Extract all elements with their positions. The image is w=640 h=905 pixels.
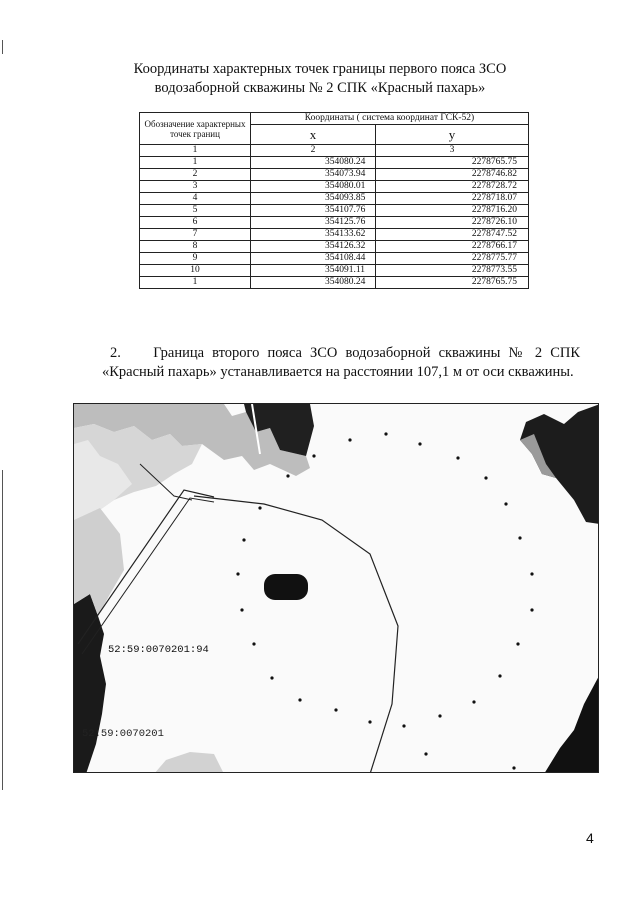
coordinates-table (139, 112, 529, 289)
point-number-cell: 8 (140, 241, 251, 253)
margin-mark-top (2, 40, 3, 54)
coordinate-row (140, 265, 529, 277)
x-coordinate-cell: 354133.62 (251, 229, 376, 241)
x-coordinate-cell: 354107.76 (251, 205, 376, 217)
y-coordinate-cell: 2278746.82 (375, 169, 528, 181)
index-cell: 1 (140, 145, 251, 157)
terrain-gray-bottom (154, 752, 224, 773)
well-structure-blob (264, 574, 308, 600)
coordinate-row (140, 253, 529, 265)
coordinate-row (140, 217, 529, 229)
coordinate-row (140, 157, 529, 169)
x-coordinate-cell: 354126.32 (251, 241, 376, 253)
point-number-cell: 6 (140, 217, 251, 229)
coordinate-row (140, 241, 529, 253)
y-coordinate-cell: 2278728.72 (375, 181, 528, 193)
x-coordinate-cell: 354093.85 (251, 193, 376, 205)
header-point-designation: Обозначение характерных точек границ (140, 113, 251, 145)
y-coordinate-cell: 2278718.07 (375, 193, 528, 205)
coordinate-row (140, 205, 529, 217)
point-number-cell: 3 (140, 181, 251, 193)
parcel-label-1: 52:59:0070201:94 (108, 644, 209, 656)
coordinate-row (140, 229, 529, 241)
document-title (0, 60, 640, 98)
point-number-cell: 10 (140, 265, 251, 277)
title-line-1: Координаты характерных точек границы первого пояса ЗСО (133, 61, 507, 77)
index-row (140, 145, 529, 157)
header-coordinates: Координаты ( система координат ГСК-52) (251, 113, 529, 125)
point-number-cell: 5 (140, 205, 251, 217)
paragraph-number: 2. (110, 345, 121, 361)
coordinate-row (140, 169, 529, 181)
coordinate-row (140, 193, 529, 205)
coordinate-row (140, 181, 529, 193)
parcel-boundary-line (194, 496, 398, 773)
y-coordinate-cell: 2278747.52 (375, 229, 528, 241)
terrain-dark-bottom-right (544, 674, 599, 773)
paragraph-line-2: «Красный пахарь» устанавливается на расстоянии 107,1 м от оси скважины. (102, 364, 574, 380)
index-cell: 3 (375, 145, 528, 157)
y-coordinate-cell: 2278766.17 (375, 241, 528, 253)
x-coordinate-cell: 354080.24 (251, 157, 376, 169)
point-number-cell: 4 (140, 193, 251, 205)
y-coordinate-cell: 2278765.75 (375, 277, 528, 289)
parcel-label-2: 52:59:0070201 (82, 728, 164, 740)
index-cell: 2 (251, 145, 376, 157)
y-coordinate-cell: 2278765.75 (375, 157, 528, 169)
terrain-dark-right (520, 404, 599, 524)
point-number-cell: 2 (140, 169, 251, 181)
point-number-cell: 1 (140, 157, 251, 169)
terrain-dark-left (74, 594, 106, 773)
point-number-cell: 1 (140, 277, 251, 289)
point-number-cell: 7 (140, 229, 251, 241)
x-coordinate-cell: 354080.01 (251, 181, 376, 193)
point-number-cell: 9 (140, 253, 251, 265)
page-number: 4 (586, 830, 594, 846)
x-coordinate-cell: 354125.76 (251, 217, 376, 229)
zone-two-boundary-points (236, 432, 533, 769)
title-line-2: водозаборной скважины № 2 СПК «Красный пахарь» (154, 80, 486, 96)
x-coordinate-cell: 354073.94 (251, 169, 376, 181)
y-coordinate-cell: 2278773.55 (375, 265, 528, 277)
cadastral-map (73, 403, 599, 773)
margin-mark-bottom (2, 470, 3, 790)
map-drawing (74, 404, 599, 773)
x-coordinate-cell: 354080.24 (251, 277, 376, 289)
header-axis-x: x (251, 125, 376, 145)
y-coordinate-cell: 2278726.10 (375, 217, 528, 229)
coordinate-row (140, 277, 529, 289)
x-coordinate-cell: 354108.44 (251, 253, 376, 265)
y-coordinate-cell: 2278716.20 (375, 205, 528, 217)
zone-two-paragraph (102, 344, 580, 382)
header-axis-y: y (375, 125, 528, 145)
y-coordinate-cell: 2278775.77 (375, 253, 528, 265)
paragraph-line-1: Граница второго пояса ЗСО водозаборной скважины № 2 СПК (153, 345, 581, 361)
x-coordinate-cell: 354091.11 (251, 265, 376, 277)
